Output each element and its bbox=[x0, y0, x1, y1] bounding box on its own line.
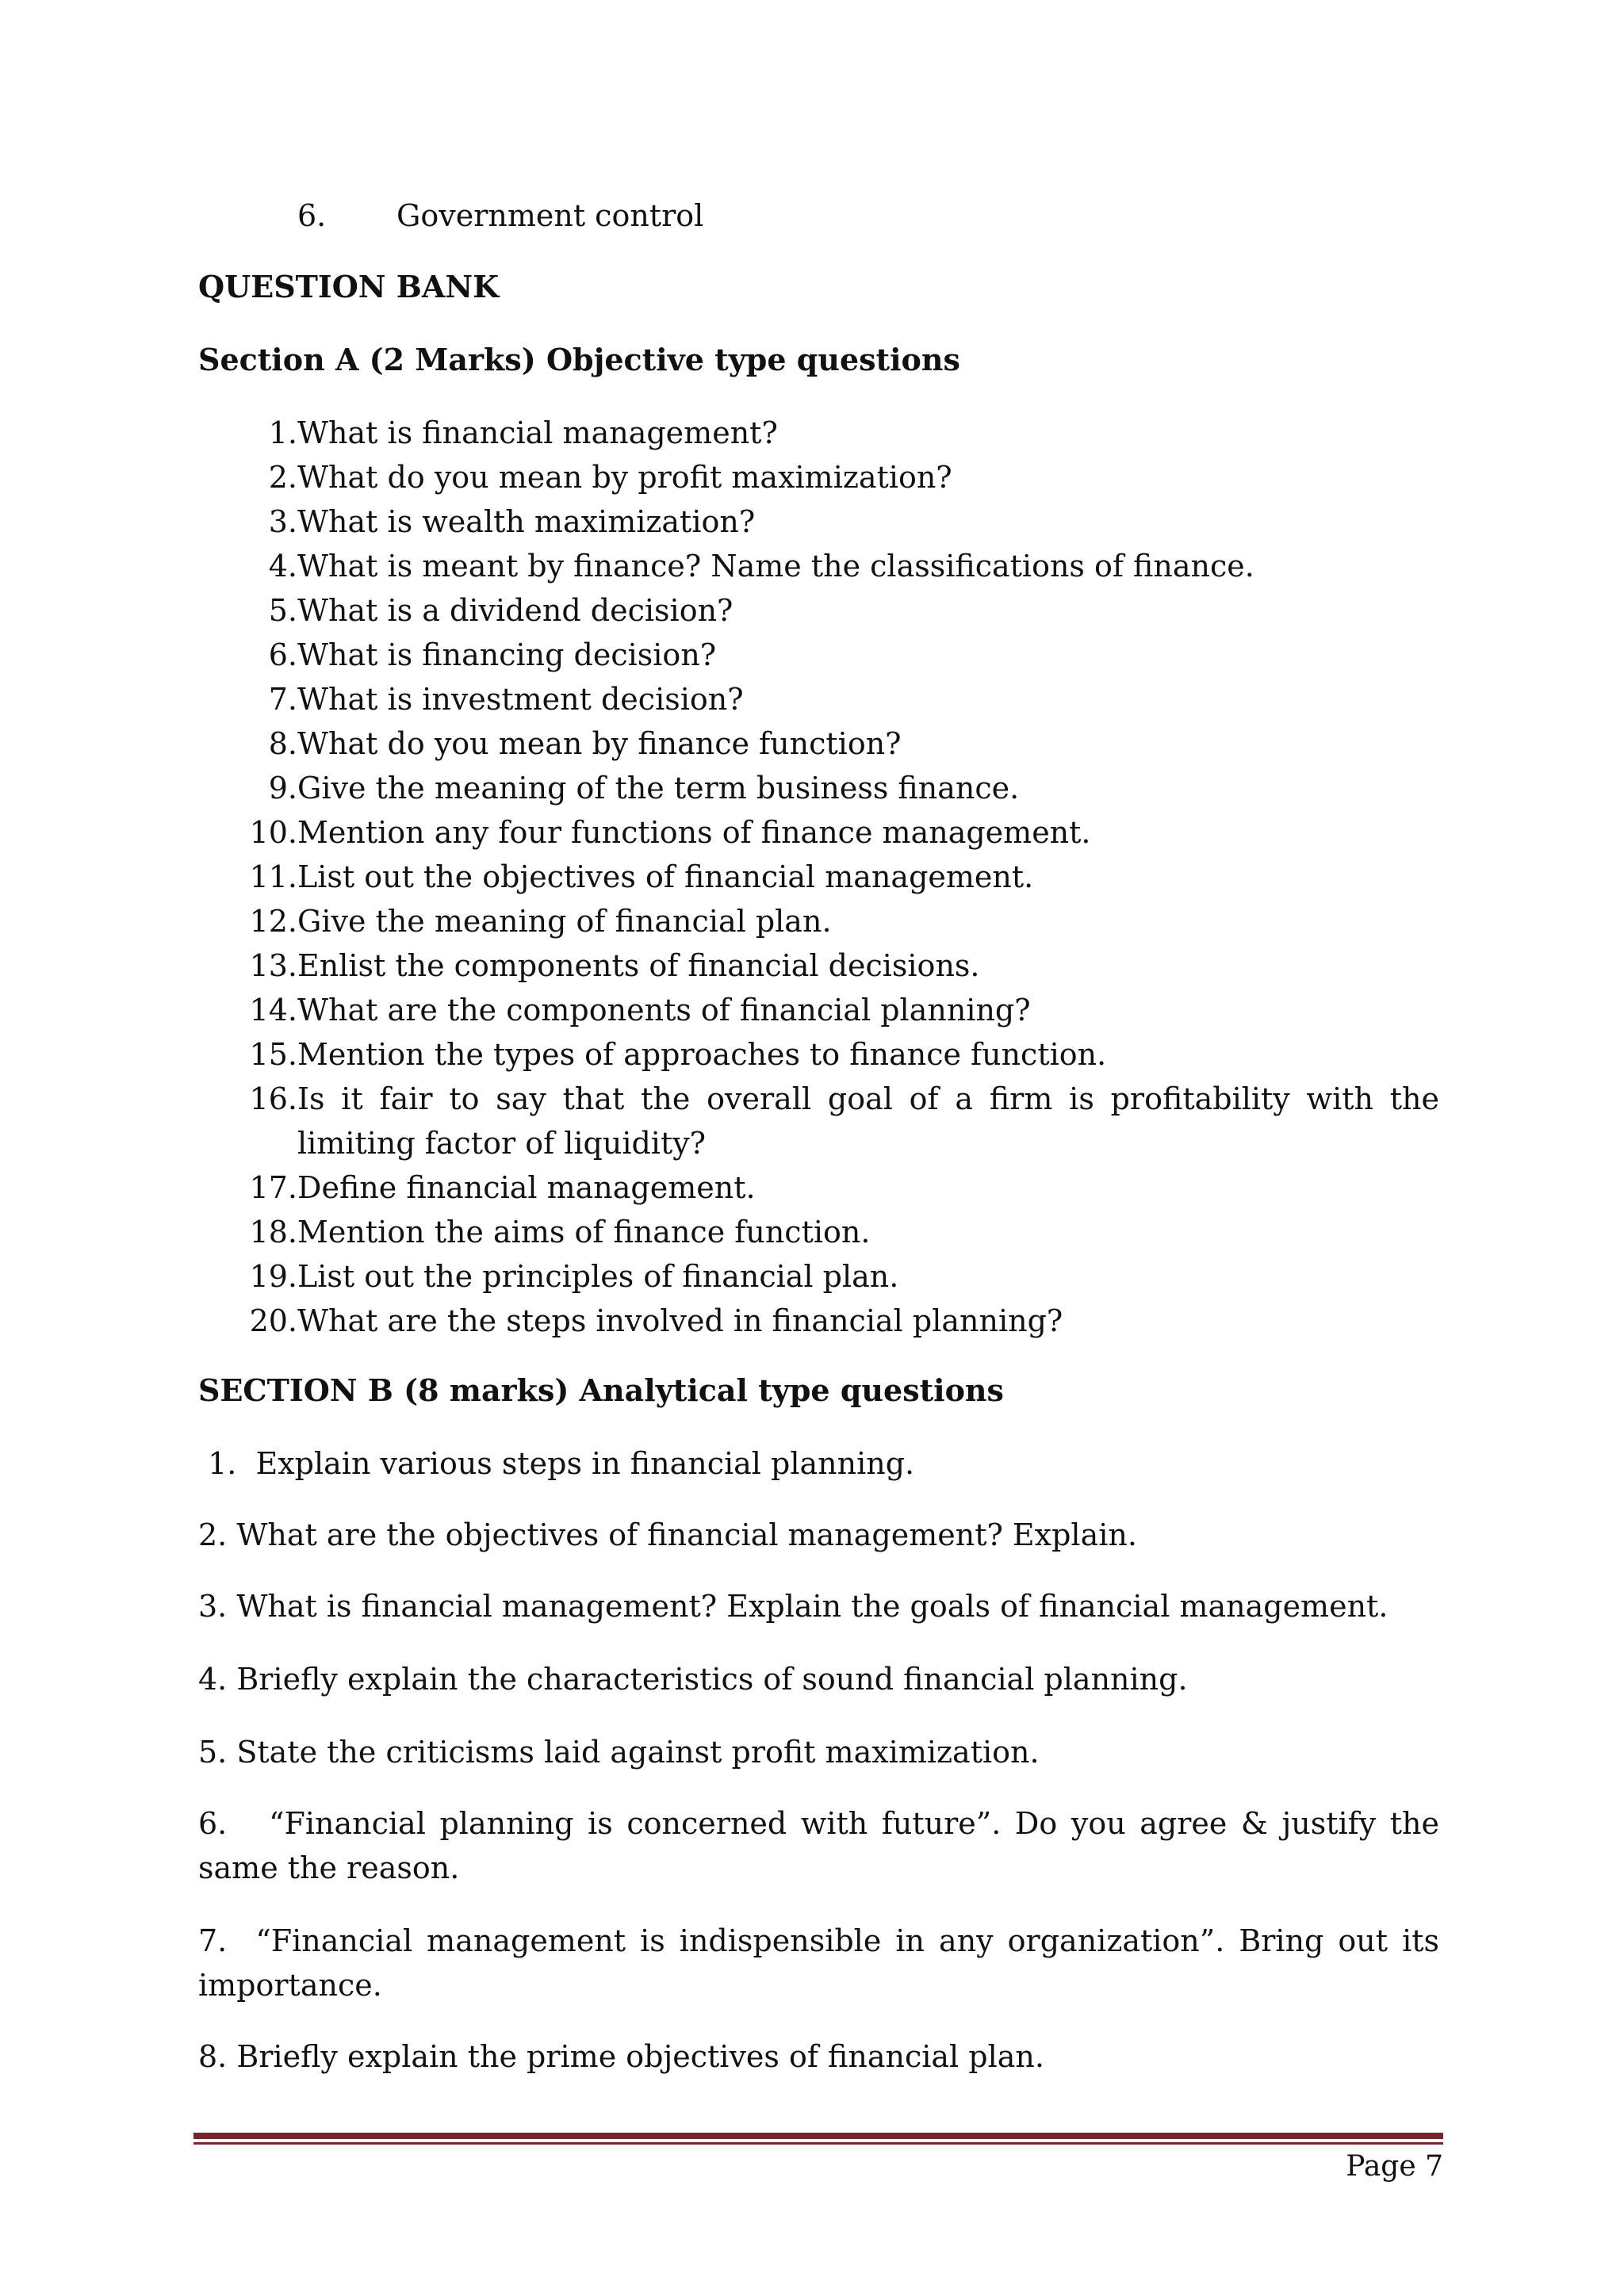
question-text: 2. What are the objectives of financial management? Explain. bbox=[198, 1517, 1137, 1552]
section-b-question-4 bbox=[198, 1657, 1439, 1701]
footer-divider-thick-line bbox=[193, 2133, 1443, 2139]
question-text: 5. State the criticisms laid against profit maximization. bbox=[198, 1735, 1040, 1770]
question-number: 17. bbox=[249, 1170, 297, 1205]
question-text: Is it fair to say that the overall goal of a firm is profitability with the limiting factor of liquidity? bbox=[297, 1081, 1439, 1161]
list-item bbox=[198, 988, 1439, 1032]
question-text: What is financing decision? bbox=[297, 637, 717, 672]
section-b-question-8 bbox=[198, 2034, 1439, 2079]
question-number: 13. bbox=[249, 948, 297, 983]
list-item bbox=[198, 411, 1439, 455]
list-item bbox=[198, 633, 1439, 677]
list-item bbox=[198, 810, 1439, 855]
question-number: 1. bbox=[268, 415, 297, 450]
question-text: Enlist the components of financial decisions. bbox=[297, 948, 980, 983]
list-item bbox=[198, 1254, 1439, 1299]
page-number: Page 7 bbox=[1346, 2150, 1443, 2183]
question-number: 20. bbox=[249, 1303, 297, 1338]
question-text: List out the principles of financial plan. bbox=[297, 1259, 899, 1294]
question-text: What are the components of financial planning? bbox=[297, 993, 1031, 1027]
question-text: 7. “Financial management is indispensible in any organization”. Bring out its importance. bbox=[198, 1923, 1450, 2003]
list-item bbox=[198, 1077, 1439, 1165]
list-item bbox=[198, 1032, 1439, 1077]
question-number: 12. bbox=[249, 904, 297, 939]
list-item bbox=[198, 1299, 1439, 1343]
document-page bbox=[198, 0, 1450, 2296]
previous-list-item-text: Government control bbox=[396, 198, 704, 233]
question-number: 10. bbox=[249, 815, 297, 850]
list-item bbox=[198, 943, 1439, 988]
list-item bbox=[198, 1165, 1439, 1210]
previous-list-item bbox=[297, 193, 703, 238]
list-item bbox=[198, 677, 1439, 721]
section-b-question-3 bbox=[198, 1584, 1439, 1628]
list-item bbox=[198, 544, 1439, 588]
question-text: What do you mean by profit maximization? bbox=[297, 460, 952, 495]
section-b-heading: SECTION B (8 marks) Analytical type questions bbox=[198, 1372, 1004, 1408]
section-a-question-list bbox=[198, 411, 1439, 1343]
footer-divider bbox=[193, 2133, 1443, 2145]
question-text: Mention the aims of finance function. bbox=[297, 1215, 871, 1249]
question-number: 14. bbox=[249, 993, 297, 1027]
question-text: 3. What is financial management? Explain the goals of financial management. bbox=[198, 1589, 1388, 1624]
question-text: Give the meaning of financial plan. bbox=[297, 904, 832, 939]
question-text: What is a dividend decision? bbox=[297, 593, 733, 628]
previous-list-item-number: 6. bbox=[297, 198, 327, 233]
question-text: What is wealth maximization? bbox=[297, 504, 756, 539]
question-text: 4. Briefly explain the characteristics of sound financial planning. bbox=[198, 1662, 1188, 1697]
list-item bbox=[198, 455, 1439, 499]
question-text: Define financial management. bbox=[297, 1170, 756, 1205]
section-b-question-6 bbox=[198, 1801, 1450, 1890]
list-item bbox=[198, 899, 1439, 943]
question-text: What do you mean by finance function? bbox=[297, 726, 902, 761]
question-number: 7. bbox=[268, 682, 297, 717]
question-text: 1. Explain various steps in financial planning. bbox=[198, 1446, 915, 1481]
question-number: 9. bbox=[268, 771, 297, 806]
list-item bbox=[198, 1210, 1439, 1254]
question-number: 19. bbox=[249, 1259, 297, 1294]
question-bank-heading: QUESTION BANK bbox=[198, 269, 500, 304]
question-text: 6. “Financial planning is concerned with future”. Do you agree & justify the same the reason. bbox=[198, 1806, 1450, 1885]
section-b-question-1 bbox=[198, 1441, 1439, 1486]
list-item bbox=[198, 766, 1439, 810]
list-item bbox=[198, 855, 1439, 899]
question-number: 11. bbox=[249, 859, 297, 894]
question-text: What is meant by finance? Name the classifications of finance. bbox=[297, 549, 1254, 584]
question-number: 18. bbox=[249, 1215, 297, 1249]
section-b-question-5 bbox=[198, 1730, 1439, 1774]
footer-divider-thin-line bbox=[193, 2142, 1443, 2145]
question-number: 4. bbox=[268, 549, 297, 584]
question-text: Mention any four functions of finance management. bbox=[297, 815, 1091, 850]
question-number: 15. bbox=[249, 1037, 297, 1072]
question-number: 16. bbox=[249, 1081, 297, 1116]
question-text: List out the objectives of financial management. bbox=[297, 859, 1034, 894]
question-text: What is investment decision? bbox=[297, 682, 744, 717]
list-item bbox=[198, 499, 1439, 544]
list-item bbox=[198, 588, 1439, 633]
question-text: Mention the types of approaches to finance function. bbox=[297, 1037, 1107, 1072]
list-item bbox=[198, 721, 1439, 766]
section-a-heading: Section A (2 Marks) Objective type questions bbox=[198, 342, 960, 377]
question-number: 5. bbox=[268, 593, 297, 628]
section-b-question-7 bbox=[198, 1919, 1450, 2007]
question-number: 6. bbox=[268, 637, 297, 672]
section-b-question-2 bbox=[198, 1513, 1439, 1557]
question-text: Give the meaning of the term business finance. bbox=[297, 771, 1020, 806]
question-number: 2. bbox=[268, 460, 297, 495]
question-text: 8. Briefly explain the prime objectives of financial plan. bbox=[198, 2039, 1044, 2074]
question-number: 8. bbox=[268, 726, 297, 761]
question-text: What are the steps involved in financial planning? bbox=[297, 1303, 1063, 1338]
question-number: 3. bbox=[268, 504, 297, 539]
question-text: What is financial management? bbox=[297, 415, 778, 450]
